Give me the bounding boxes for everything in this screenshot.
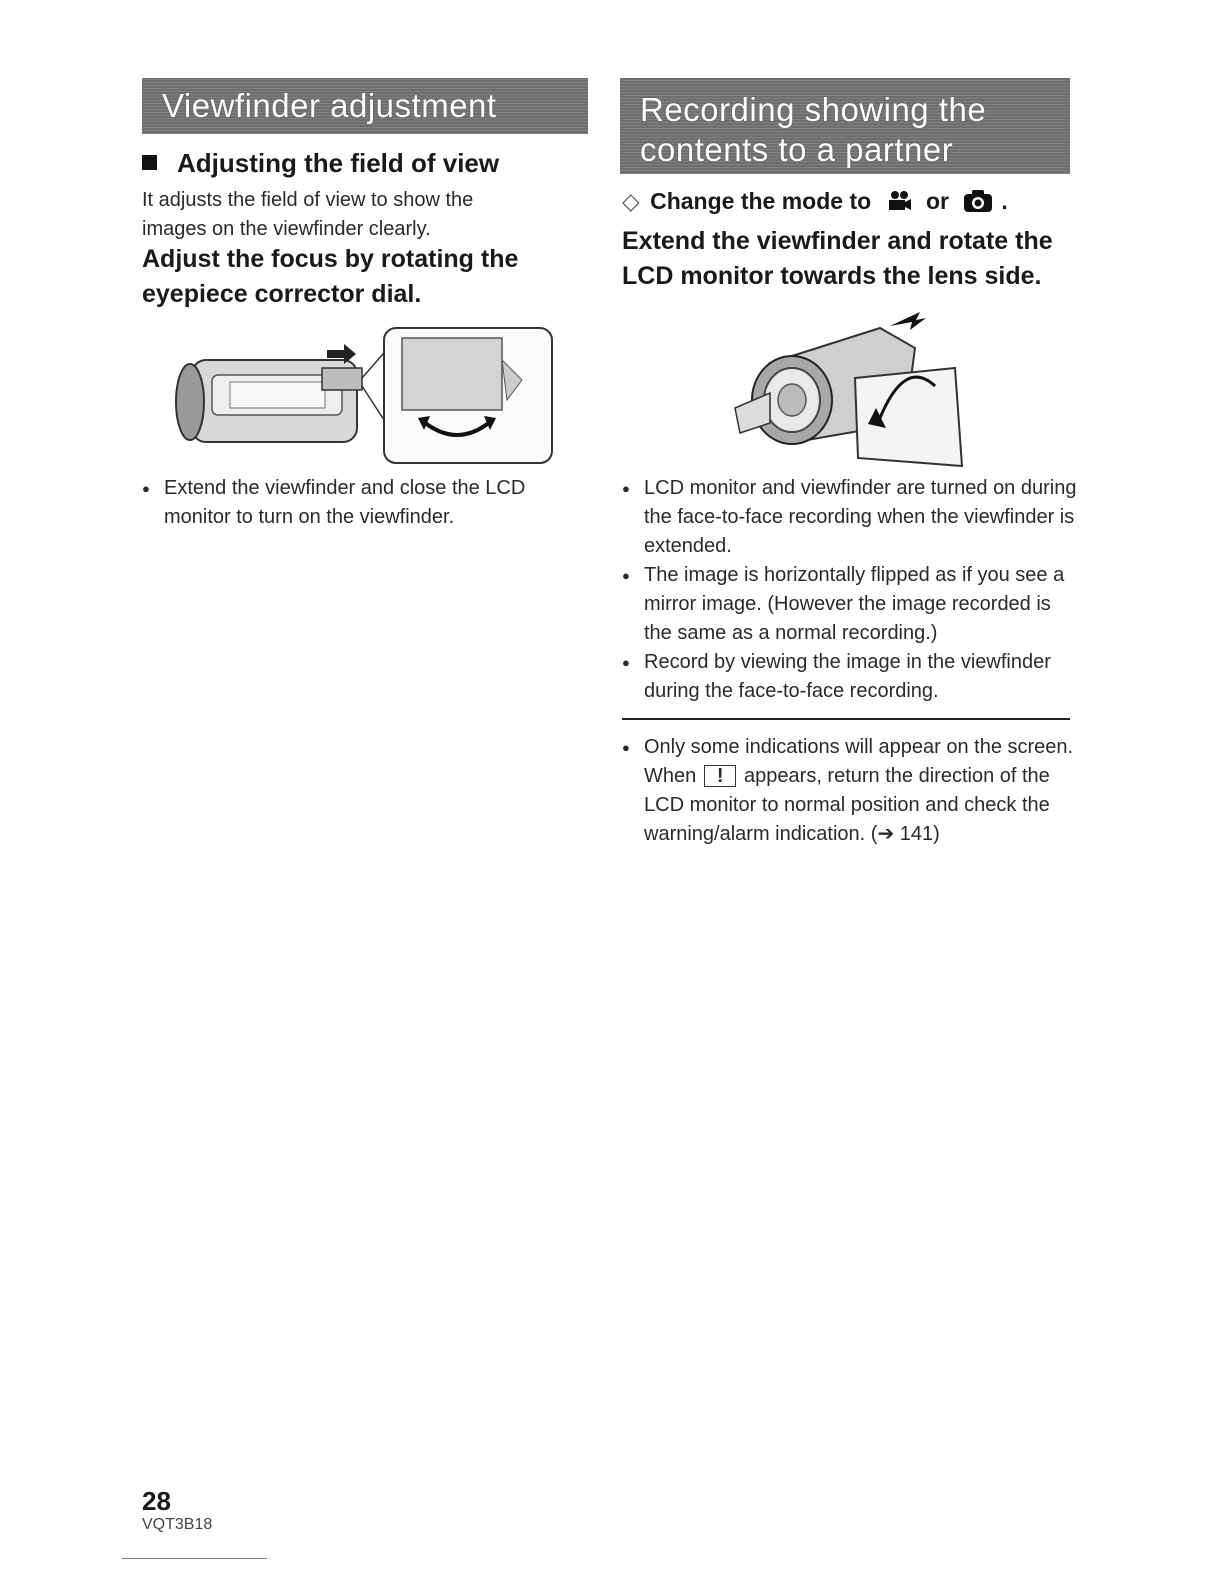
notes-right <box>622 474 1082 706</box>
note-item: ● The image is horizontally flipped as if you see a mirror image. (However the image recorded is the same as a normal recording.) <box>622 561 1082 648</box>
warning-symbol-icon: ! <box>704 765 737 787</box>
motion-picture-mode-icon <box>886 189 912 213</box>
note-text-before: Only some indications will appear on the screen. When <box>644 736 1074 787</box>
subheading-field-of-view <box>142 148 499 179</box>
note-item-warning <box>622 733 1082 849</box>
note-divider <box>622 718 1070 720</box>
notes-right-extra <box>622 733 1082 849</box>
note-item: ● Extend the viewfinder and close the LCD monitor to turn on the viewfinder. <box>142 474 582 532</box>
instruction-left: Adjust the focus by rotating the eyepiece corrector dial. <box>142 245 519 308</box>
note-item: ● Record by viewing the image in the viewfinder during the face-to-face recording. <box>622 648 1082 706</box>
page-reference: 141 <box>899 823 934 845</box>
camcorder-viewfinder-illustration <box>172 320 562 470</box>
section-banner-recording-partner <box>620 78 1070 174</box>
mode-instruction <box>622 188 1008 215</box>
footer-rule <box>122 1558 267 1559</box>
mode-or-text: or <box>925 188 949 214</box>
subheading-text: Adjusting the field of view <box>177 148 500 178</box>
document-code: VQT3B18 <box>142 1516 213 1533</box>
diamond-icon: ◇ <box>622 188 640 214</box>
section-banner-viewfinder-adjustment <box>142 78 588 134</box>
still-picture-mode-icon <box>963 189 993 213</box>
page-number: 28 <box>142 1486 171 1516</box>
mode-period: . <box>1001 188 1008 214</box>
banner-title: Viewfinder adjustment <box>162 87 497 124</box>
banner-title-line1: Recording showing the <box>640 91 987 128</box>
notes-left <box>142 474 582 532</box>
arrow-right-icon: ➔ <box>877 823 895 845</box>
instruction-right: Extend the viewfinder and rotate the LCD monitor towards the lens side. <box>622 227 1053 290</box>
banner-title-line2: contents to a partner <box>640 131 954 168</box>
note-text-after: appears, return the direction of the LCD monitor to normal position and check the warning/alarm indication. ( <box>644 765 1050 845</box>
camcorder-lcd-rotated-illustration <box>730 308 980 468</box>
square-bullet-icon <box>142 155 157 170</box>
mode-prefix-text: Change the mode to <box>650 188 872 214</box>
note-item: ● LCD monitor and viewfinder are turned on during the face-to-face recording when the viewfinder is extended. <box>622 474 1082 561</box>
intro-text: It adjusts the field of view to show the images on the viewfinder clearly. <box>142 189 474 240</box>
reference-close: ) <box>933 823 940 845</box>
